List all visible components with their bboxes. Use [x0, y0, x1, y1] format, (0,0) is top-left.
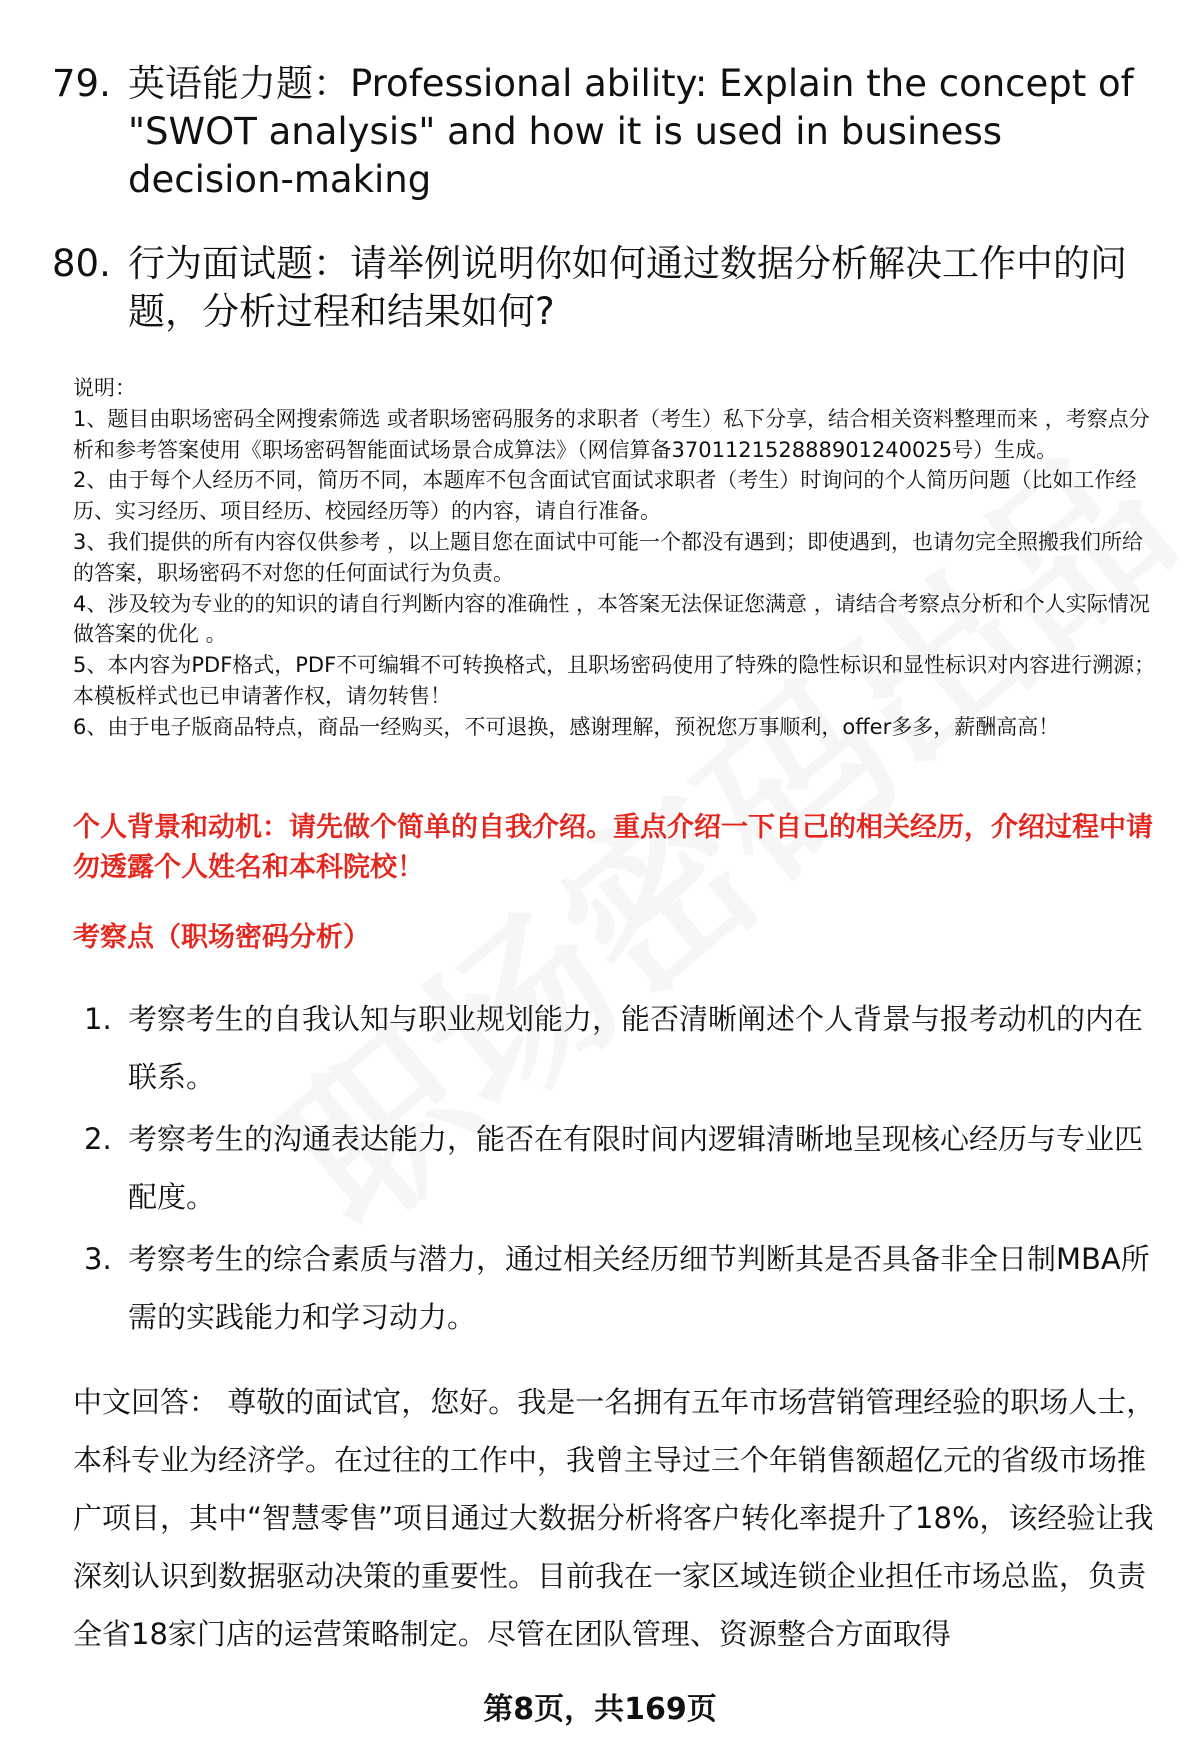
note-item: 1、题目由职场密码全网搜索筛选 或者职场密码服务的求职者（考生）私下分享，结合相关资料整理而来 ，考察点分析和参考答案使用《职场密码智能面试场景合成算法》（网信算备370112152888901240025号）生成。 [73, 406, 1150, 462]
focus-title: 考察点（职场密码分析） [73, 922, 370, 953]
page-footer: 第8页，共169页 [483, 1692, 717, 1727]
list-text: 考察考生的综合素质与潜力，通过相关经历细节判断其是否具备非全日制MBA所需的实践能力和学习动力。 [128, 1242, 1150, 1334]
question-80 [52, 240, 1152, 336]
question-number: 80. [52, 242, 111, 285]
note-item: 2、由于每个人经历不同，简历不同，本题库不包含面试官面试求职者（考生）时询问的个人简历问题（比如工作经历、实习经历、项目经历、校园经历等）的内容，请自行准备。 [73, 468, 1137, 524]
question-text: 英语能力题：Professional ability: Explain the concept of "SWOT analysis" and how it is used in business decision-making [128, 62, 1134, 201]
question-text: 行为面试题：请举例说明你如何通过数据分析解决工作中的问题，分析过程和结果如何? [128, 242, 1127, 333]
list-number: 1. [84, 1002, 112, 1036]
list-text: 考察考生的自我认知与职业规划能力，能否清晰阐述个人背景与报考动机的内在联系。 [128, 1002, 1144, 1094]
question-79 [52, 60, 1152, 204]
list-item [84, 1230, 1154, 1346]
note-item: 5、本内容为PDF格式，PDF不可编辑不可转换格式，且职场密码使用了特殊的隐性标识和显性标识对内容进行溯源；本模板样式也已申请著作权，请勿转售！ [73, 653, 1156, 708]
list-text: 考察考生的沟通表达能力，能否在有限时间内逻辑清晰地呈现核心经历与专业匹配度。 [128, 1122, 1144, 1214]
list-number: 3. [84, 1242, 112, 1276]
focus-list [84, 990, 1154, 1350]
notes-block [73, 373, 1163, 743]
notes-title: 说明： [73, 376, 136, 400]
note-item: 3、我们提供的所有内容仅供参考 ，以上题目您在面试中可能一个都没有遇到；即使遇到，也请勿完全照搬我们所给的答案，职场密码不对您的任何面试行为负责。 [73, 529, 1144, 585]
answer-paragraph: 中文回答： 尊敬的面试官，您好。我是一名拥有五年市场营销管理经验的职场人士，本科专业为经济学。在过往的工作中，我曾主导过三个年销售额超亿元的省级市场推广项目，其中“智慧零售”项目通过大数据分析将客户转化率提升了18%，该经验让我深刻认识到数据驱动决策的重要性。目前我在一家区域连锁企业担任市场总监，负责全省18家门店的运营策略制定。尽管在团队管理、资源整合方面取得 [73, 1385, 1156, 1651]
question-number: 79. [52, 62, 111, 105]
list-number: 2. [84, 1122, 112, 1156]
section-heading: 个人背景和动机：请先做个简单的自我介绍。重点介绍一下自己的相关经历，介绍过程中请勿透露个人姓名和本科院校！ [73, 812, 1153, 883]
list-item [84, 1110, 1154, 1226]
note-item: 6、由于电子版商品特点，商品一经购买，不可退换，感谢理解，预祝您万事顺利，offer多多，薪酬高高！ [73, 714, 1060, 739]
note-item: 4、涉及较为专业的的知识的请自行判断内容的准确性 ，本答案无法保证您满意 ，请结合考察点分析和个人实际情况做答案的优化 。 [73, 591, 1150, 647]
list-item [84, 990, 1154, 1106]
